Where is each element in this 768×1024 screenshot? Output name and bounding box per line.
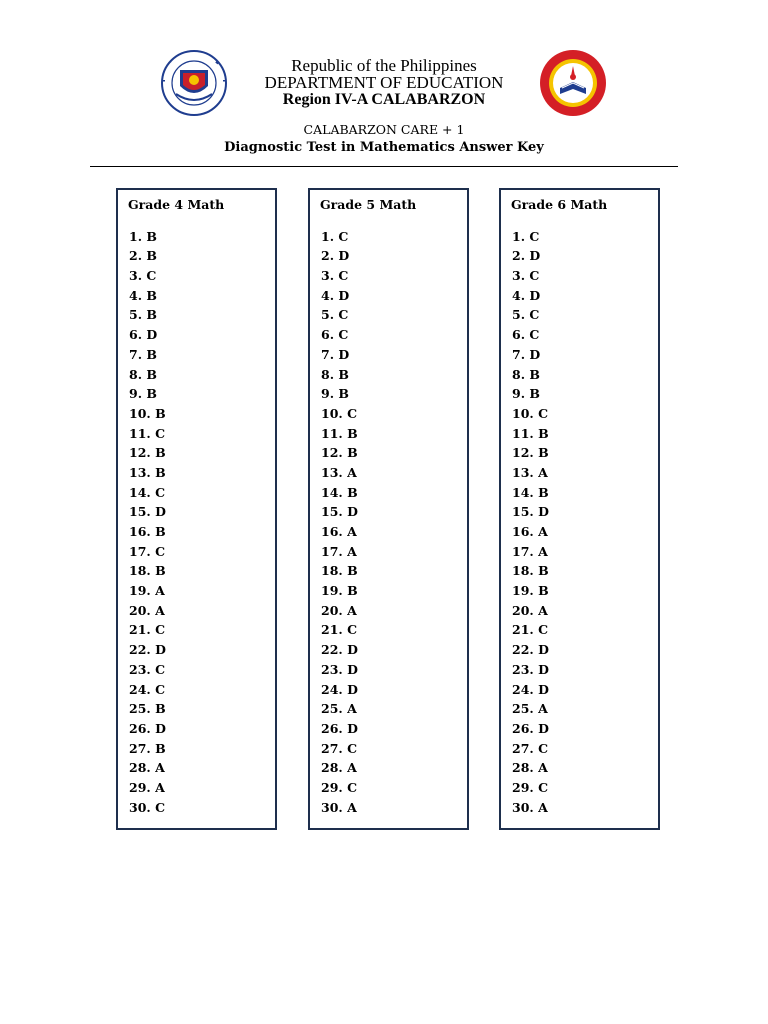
answer-item: 16. A [321,524,357,539]
answer-item: 20. A [321,602,357,618]
header-republic: Republic of the Philippines [291,56,477,75]
answer-item: 4. D [512,287,541,303]
answer-item: 28. A [512,760,548,776]
answer-item: 13. B [129,464,166,480]
header-divider [90,166,678,167]
answer-item: 20. A [512,602,548,618]
answer-item: 21. C [512,622,549,638]
region-seal-logo [538,48,608,118]
column-heading: Grade 4 Math [128,197,225,212]
answer-item: 18. B [512,563,549,579]
answer-item: 5. C [321,307,349,323]
answer-item: 15. D [321,504,358,520]
answer-item: 28. A [321,760,357,776]
answer-item: 26. D [321,720,358,736]
answer-item: 11. C [129,425,166,441]
answer-item: 2. B [129,248,157,264]
answer-item: 6. D [129,327,158,343]
answer-item: 15. D [512,504,549,520]
answer-item: 7. D [321,346,350,362]
answer-list [320,227,467,818]
program-name: CALABARZON CARE + 1 [303,122,465,137]
answer-item: 16. B [129,524,166,539]
answer-item: 22. D [512,642,549,658]
answer-item: 13. A [321,464,357,480]
answer-item: 7. D [512,346,541,362]
answer-item: 22. D [129,642,166,658]
answer-item: 23. D [321,661,358,677]
answer-item: 11. B [321,425,358,441]
answer-item: 14. B [321,484,358,500]
answer-item: 12. B [321,445,358,461]
document-header [0,0,768,170]
answer-item: 1. C [512,228,540,244]
header-region: Region IV-A CALABARZON [282,91,486,108]
answer-item: 25. A [321,701,357,717]
grade-5-answer-column [308,188,469,830]
answer-item: 18. B [321,563,358,579]
answer-item: 10. C [512,405,549,421]
answer-item: 30. A [512,799,548,815]
answer-item: 10. B [129,405,166,421]
answer-item: 15. D [129,504,166,520]
answer-item: 23. C [129,661,166,677]
answer-item: 1. B [129,228,157,244]
grade-6-answer-column [499,188,660,830]
answer-item: 17. C [129,543,166,559]
answer-list [128,227,275,818]
answer-item: 18. B [129,563,166,579]
answer-item: 3. C [321,268,349,284]
answer-item: 9. B [512,386,540,402]
answer-item: 3. C [512,268,540,284]
answer-item: 29. A [129,779,165,795]
answer-item: 25. A [512,701,548,717]
answer-item: 24. D [321,681,358,697]
answer-item: 3. C [129,268,157,284]
answer-item: 19. B [512,583,549,599]
answer-item: 23. D [512,661,549,677]
answer-item: 22. D [321,642,358,658]
answer-item: 25. B [129,701,166,717]
answer-item: 30. A [321,799,357,815]
column-heading: Grade 5 Math [320,197,417,212]
answer-item: 13. A [512,464,548,480]
answer-item: 12. B [129,445,166,461]
answer-item: 7. B [129,346,157,362]
answer-item: 29. C [321,779,358,795]
header-department: DEPARTMENT OF EDUCATION [264,73,504,92]
document-title: Diagnostic Test in Mathematics Answer Key [224,140,544,155]
answer-item: 27. B [129,740,166,756]
answer-item: 12. B [512,445,549,461]
answer-item: 6. C [512,327,540,343]
answer-item: 17. A [512,543,548,559]
answer-item: 8. B [321,366,349,382]
answer-item: 27. C [321,740,358,756]
answer-item: 9. B [129,386,157,402]
answer-item: 4. B [129,287,157,303]
answer-item: 8. B [512,366,540,382]
grade-4-answer-column [116,188,277,830]
answer-item: 14. C [129,484,166,500]
answer-item: 24. C [129,681,166,697]
answer-item: 24. D [512,681,549,697]
answer-item: 27. C [512,740,549,756]
answer-item: 26. D [129,720,166,736]
answer-item: 10. C [321,405,358,421]
answer-item: 1. C [321,228,349,244]
answer-item: 29. C [512,779,549,795]
answer-item: 19. B [321,583,358,599]
answer-item: 5. B [129,307,157,323]
answer-item: 16. A [512,524,548,539]
answer-item: 17. A [321,543,357,559]
answer-item: 14. B [512,484,549,500]
deped-seal-logo [156,50,232,116]
answer-item: 2. D [321,248,350,264]
answer-item: 21. C [129,622,166,638]
answer-item: 28. A [129,760,165,776]
answer-item: 5. C [512,307,540,323]
answer-item: 8. B [129,366,157,382]
answer-item: 9. B [321,386,349,402]
answer-item: 4. D [321,287,350,303]
answer-item: 26. D [512,720,549,736]
column-heading: Grade 6 Math [511,197,608,212]
answer-item: 21. C [321,622,358,638]
answer-item: 2. D [512,248,541,264]
answer-list [511,227,658,818]
answer-item: 30. C [129,799,166,815]
answer-item: 11. B [512,425,549,441]
answer-item: 20. A [129,602,165,618]
answer-item: 6. C [321,327,349,343]
answer-item: 19. A [129,583,165,599]
